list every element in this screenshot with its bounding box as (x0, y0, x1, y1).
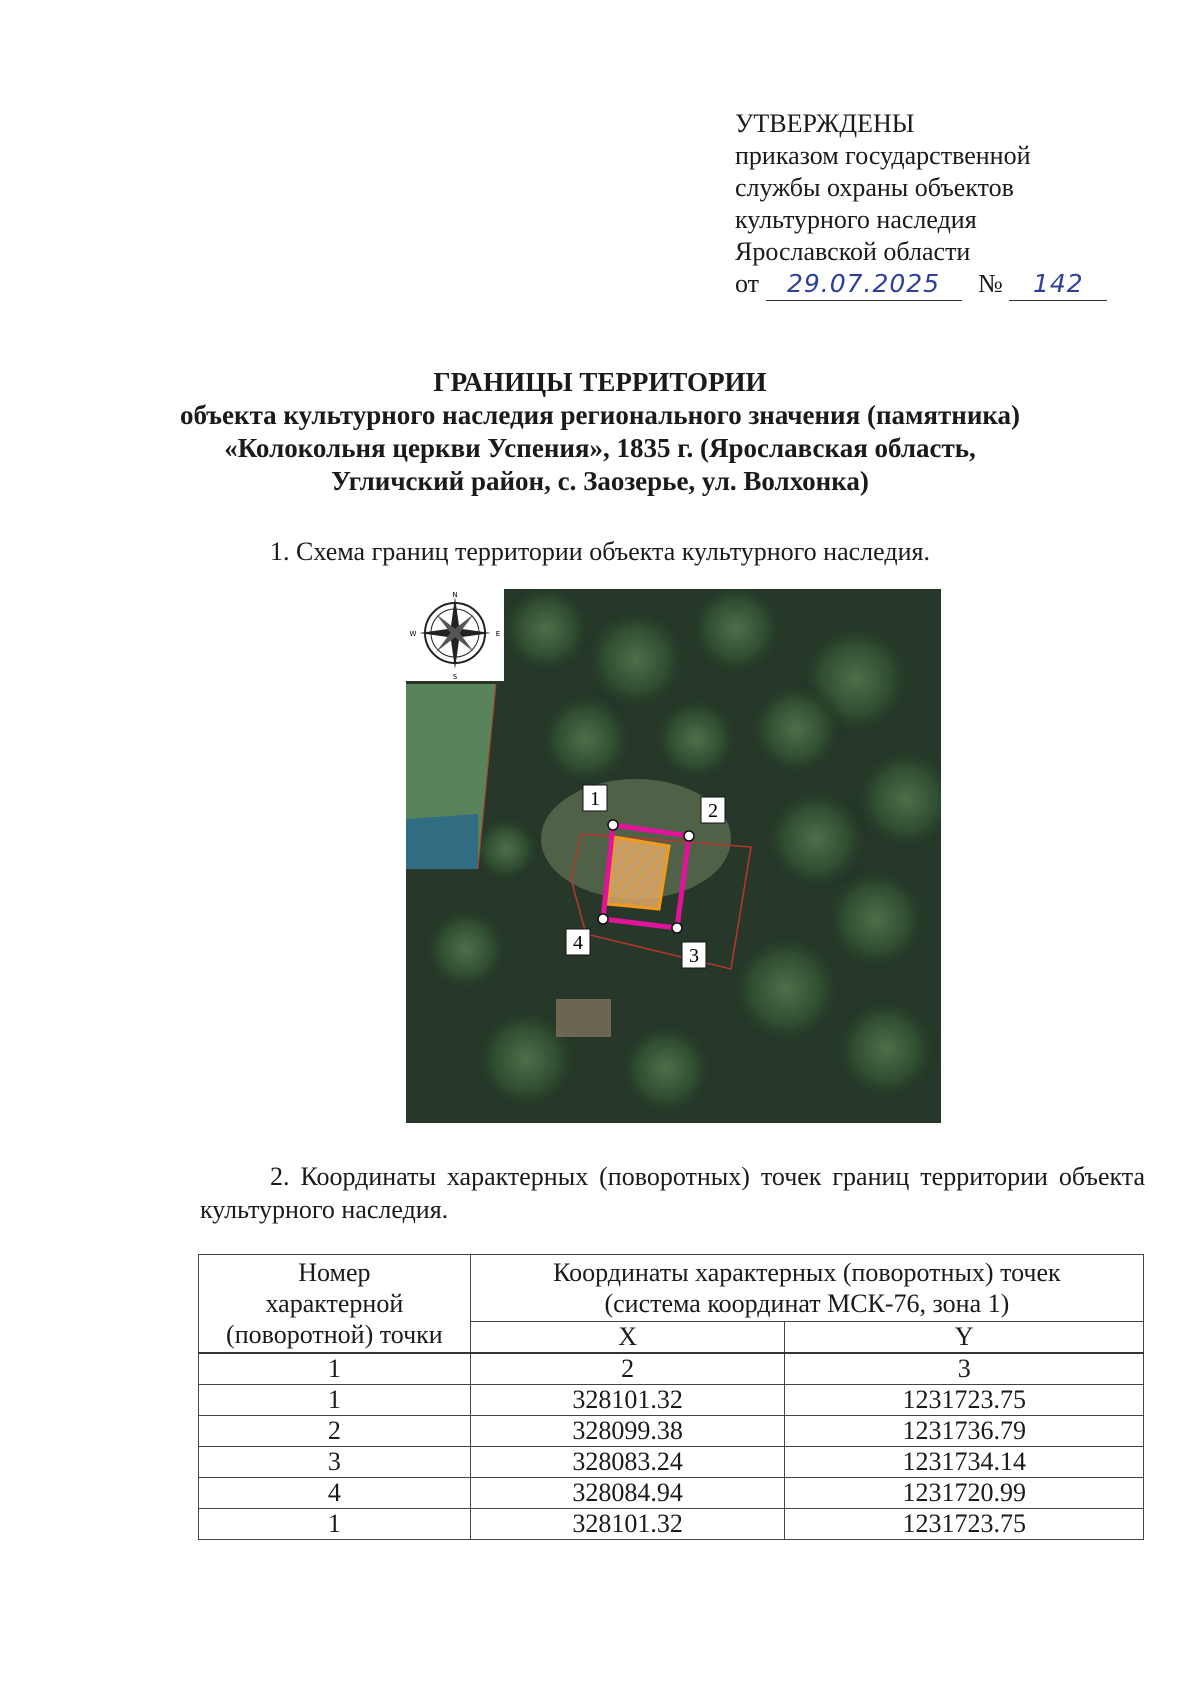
index-cell: 2 (470, 1353, 785, 1385)
approval-heading: УТВЕРЖДЕНЫ (735, 109, 915, 138)
x-cell: 328101.32 (470, 1509, 785, 1540)
point-cell: 4 (199, 1478, 471, 1509)
bell-tower-building (607, 837, 669, 909)
compass-s: S (452, 673, 458, 681)
header-text: (поворотной) точки (226, 1320, 443, 1349)
header-x: X (470, 1322, 785, 1354)
boundary-map (406, 589, 941, 1123)
handwritten-number: 142 (1032, 269, 1084, 298)
date-prefix: от (735, 269, 760, 298)
point-cell: 1 (199, 1385, 471, 1416)
table-row (199, 1478, 1144, 1509)
y-cell: 1231723.75 (785, 1509, 1144, 1540)
header-point-number (199, 1255, 471, 1354)
approval-line: Ярославской области (735, 237, 971, 266)
compass-n: N (452, 591, 458, 599)
table-row (199, 1447, 1144, 1478)
title-line: «Колокольня церкви Успения», 1835 г. (Ярославская область, (224, 433, 976, 463)
point-label-4 (566, 929, 590, 955)
header-y: Y (785, 1322, 1144, 1354)
svg-text:4: 4 (573, 932, 583, 954)
section-2-heading (200, 1160, 1145, 1226)
header-text: Координаты характерных (поворотных) точек (553, 1258, 1061, 1287)
x-cell: 328101.32 (470, 1385, 785, 1416)
table-row (199, 1385, 1144, 1416)
vertex-4 (598, 914, 608, 924)
house-roof (556, 999, 611, 1037)
header-text: Номер (298, 1258, 371, 1287)
date-field (766, 268, 962, 301)
approval-line: культурного наследия (735, 205, 977, 234)
point-cell: 1 (199, 1509, 471, 1540)
point-label-3 (682, 942, 706, 968)
x-cell: 328083.24 (470, 1447, 785, 1478)
document-title (0, 366, 1200, 498)
section-1-heading: 1. Схема границ территории объекта культурного наследия. (270, 537, 930, 566)
approval-date-number-row (735, 268, 1135, 302)
x-cell: 328084.94 (470, 1478, 785, 1509)
header-text: (система координат МСК-76, зона 1) (604, 1289, 1010, 1318)
compass-w: W (409, 630, 417, 638)
y-cell: 1231720.99 (785, 1478, 1144, 1509)
title-line: ГРАНИЦЫ ТЕРРИТОРИИ (433, 367, 767, 397)
y-cell: 1231736.79 (785, 1416, 1144, 1447)
table-header-row (199, 1255, 1144, 1322)
index-cell: 1 (199, 1353, 471, 1385)
vertex-3 (672, 923, 682, 933)
approval-line: приказом государственной (735, 141, 1031, 170)
svg-text:3: 3 (689, 945, 699, 967)
blue-zone (406, 814, 478, 869)
y-cell: 1231723.75 (785, 1385, 1144, 1416)
header-coordinates (470, 1255, 1143, 1322)
point-label-2 (701, 797, 725, 823)
table-row (199, 1416, 1144, 1447)
point-label-1 (583, 785, 607, 811)
point-cell: 2 (199, 1416, 471, 1447)
number-field (1009, 268, 1107, 301)
x-cell: 328099.38 (470, 1416, 785, 1447)
y-cell: 1231734.14 (785, 1447, 1144, 1478)
number-prefix: № (978, 269, 1003, 298)
vertex-1 (608, 820, 618, 830)
compass-e: E (495, 630, 501, 638)
vertex-2 (684, 831, 694, 841)
title-line: объекта культурного наследия регионального значения (памятника) (179, 400, 1021, 430)
index-cell: 3 (785, 1353, 1144, 1385)
compass-rose-icon (406, 589, 504, 681)
table-index-row (199, 1353, 1144, 1385)
map-svg (406, 589, 941, 1123)
approval-block (735, 108, 1135, 302)
section-2-text: 2. Координаты характерных (поворотных) точек границ территории объекта культурного наследия. (200, 1162, 1145, 1224)
handwritten-date: 29.07.2025 (786, 269, 941, 298)
svg-text:1: 1 (590, 788, 600, 810)
approval-line: службы охраны объектов (735, 173, 1014, 202)
header-text: характерной (265, 1289, 404, 1318)
coordinates-table (198, 1254, 1144, 1540)
title-line: Угличский район, с. Заозерье, ул. Волхонка) (331, 466, 869, 496)
point-cell: 3 (199, 1447, 471, 1478)
table-row (199, 1509, 1144, 1540)
svg-text:2: 2 (708, 800, 718, 822)
